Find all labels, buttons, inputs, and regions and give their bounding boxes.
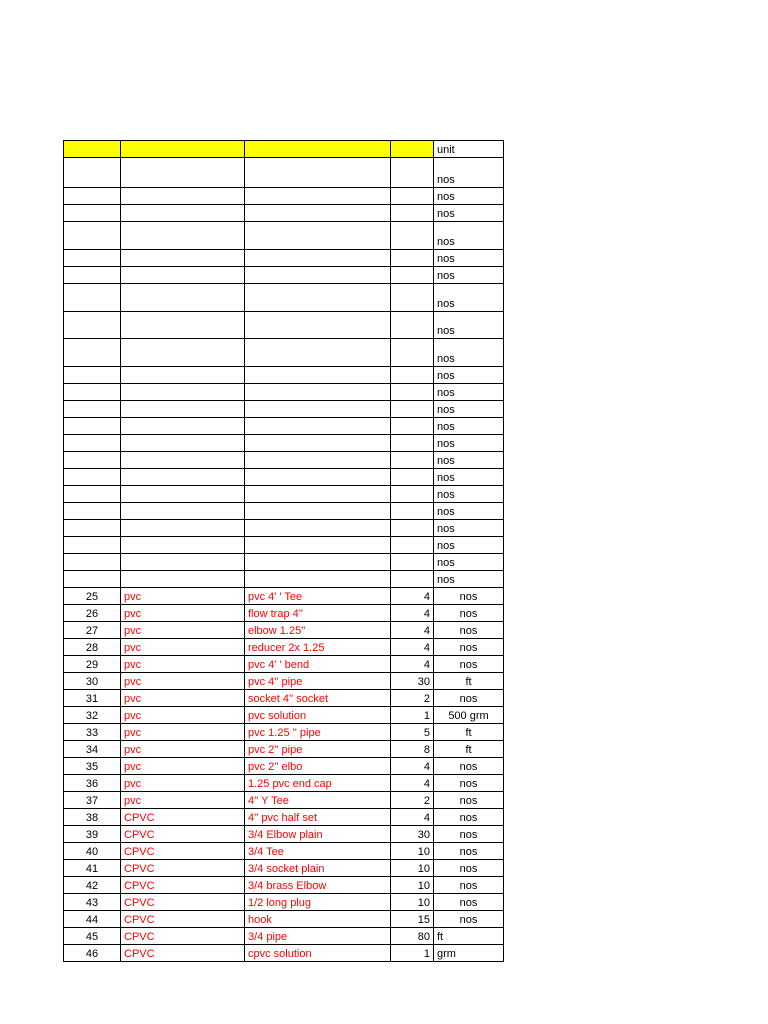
item-description-cell[interactable] — [245, 250, 391, 267]
item-number-cell[interactable] — [64, 367, 121, 384]
unit-cell[interactable]: ft — [434, 741, 504, 758]
header-row — [64, 141, 504, 158]
unit-cell[interactable]: nos — [434, 435, 504, 452]
quantity-cell[interactable]: 30 — [391, 826, 434, 843]
table-row — [64, 339, 504, 367]
item-number-cell[interactable] — [64, 520, 121, 537]
material-type-cell[interactable]: pvc — [121, 724, 245, 741]
item-number-cell[interactable]: 41 — [64, 860, 121, 877]
quantity-cell[interactable]: 4 — [391, 758, 434, 775]
header-cell-type[interactable] — [121, 141, 245, 158]
unit-cell[interactable]: nos — [434, 588, 504, 605]
material-type-cell[interactable] — [121, 469, 245, 486]
item-number-cell[interactable] — [64, 486, 121, 503]
item-description-cell[interactable]: pvc 1.25 '' pipe — [245, 724, 391, 741]
item-number-cell[interactable]: 28 — [64, 639, 121, 656]
item-description-cell[interactable]: elbow 1.25'' — [245, 622, 391, 639]
quantity-cell[interactable] — [391, 222, 434, 250]
table-row — [64, 537, 504, 554]
item-description-cell[interactable]: pvc 4' ' bend — [245, 656, 391, 673]
unit-cell[interactable]: nos — [434, 537, 504, 554]
material-type-cell[interactable]: CPVC — [121, 894, 245, 911]
header-cell-no[interactable] — [64, 141, 121, 158]
quantity-cell[interactable] — [391, 520, 434, 537]
item-description-cell[interactable] — [245, 435, 391, 452]
material-type-cell[interactable]: pvc — [121, 758, 245, 775]
unit-cell[interactable]: nos — [434, 267, 504, 284]
table-row — [64, 911, 504, 928]
table-row — [64, 588, 504, 605]
unit-cell[interactable]: nos — [434, 418, 504, 435]
unit-cell[interactable]: nos — [434, 792, 504, 809]
item-description-cell[interactable] — [245, 486, 391, 503]
table-row — [64, 894, 504, 911]
table-row — [64, 860, 504, 877]
unit-cell[interactable]: grm — [434, 945, 504, 962]
table-row — [64, 554, 504, 571]
material-type-cell[interactable]: pvc — [121, 792, 245, 809]
item-description-cell[interactable]: hook — [245, 911, 391, 928]
quantity-cell[interactable] — [391, 267, 434, 284]
quantity-cell[interactable] — [391, 418, 434, 435]
item-number-cell[interactable] — [64, 267, 121, 284]
header-cell-unit[interactable]: unit — [434, 141, 504, 158]
material-type-cell[interactable] — [121, 205, 245, 222]
quantity-cell[interactable] — [391, 401, 434, 418]
item-number-cell[interactable] — [64, 537, 121, 554]
item-description-cell[interactable]: pvc solution — [245, 707, 391, 724]
header-cell-qty[interactable] — [391, 141, 434, 158]
table-row — [64, 571, 504, 588]
item-number-cell[interactable]: 43 — [64, 894, 121, 911]
quantity-cell[interactable] — [391, 503, 434, 520]
quantity-cell[interactable]: 4 — [391, 588, 434, 605]
item-number-cell[interactable] — [64, 503, 121, 520]
table-row — [64, 928, 504, 945]
material-type-cell[interactable] — [121, 158, 245, 188]
table-row — [64, 622, 504, 639]
item-number-cell[interactable] — [64, 339, 121, 367]
material-type-cell[interactable]: CPVC — [121, 928, 245, 945]
quantity-cell[interactable] — [391, 339, 434, 367]
table-row — [64, 792, 504, 809]
item-description-cell[interactable]: pvc 4' ' Tee — [245, 588, 391, 605]
material-type-cell[interactable]: pvc — [121, 690, 245, 707]
material-type-cell[interactable]: CPVC — [121, 809, 245, 826]
item-number-cell[interactable] — [64, 250, 121, 267]
item-description-cell[interactable] — [245, 267, 391, 284]
material-type-cell[interactable]: CPVC — [121, 911, 245, 928]
unit-cell[interactable]: nos — [434, 639, 504, 656]
item-description-cell[interactable]: 3/4 socket plain — [245, 860, 391, 877]
item-description-cell[interactable]: 1.25 pvc end cap — [245, 775, 391, 792]
table-row — [64, 222, 504, 250]
quantity-cell[interactable]: 2 — [391, 690, 434, 707]
quantity-cell[interactable]: 4 — [391, 775, 434, 792]
item-description-cell[interactable]: cpvc solution — [245, 945, 391, 962]
material-type-cell[interactable] — [121, 284, 245, 312]
item-number-cell[interactable] — [64, 452, 121, 469]
item-description-cell[interactable] — [245, 158, 391, 188]
unit-cell[interactable]: ft — [434, 928, 504, 945]
table-row — [64, 673, 504, 690]
table-row — [64, 945, 504, 962]
material-type-cell[interactable] — [121, 339, 245, 367]
quantity-cell[interactable]: 10 — [391, 877, 434, 894]
item-description-cell[interactable]: 3/4 pipe — [245, 928, 391, 945]
unit-cell[interactable]: nos — [434, 605, 504, 622]
table-row — [64, 267, 504, 284]
table-row — [64, 775, 504, 792]
item-number-cell[interactable] — [64, 469, 121, 486]
material-type-cell[interactable]: pvc — [121, 673, 245, 690]
material-type-cell[interactable]: CPVC — [121, 860, 245, 877]
material-type-cell[interactable] — [121, 537, 245, 554]
unit-cell[interactable]: nos — [434, 284, 504, 312]
material-type-cell[interactable] — [121, 452, 245, 469]
item-description-cell[interactable] — [245, 571, 391, 588]
table-row — [64, 284, 504, 312]
item-number-cell[interactable]: 35 — [64, 758, 121, 775]
unit-cell[interactable]: nos — [434, 809, 504, 826]
quantity-cell[interactable] — [391, 384, 434, 401]
material-type-cell[interactable]: pvc — [121, 622, 245, 639]
item-description-cell[interactable] — [245, 452, 391, 469]
table-row — [64, 469, 504, 486]
item-number-cell[interactable] — [64, 571, 121, 588]
item-description-cell[interactable]: socket 4'' socket — [245, 690, 391, 707]
quantity-cell[interactable]: 10 — [391, 860, 434, 877]
table-row — [64, 435, 504, 452]
item-number-cell[interactable]: 34 — [64, 741, 121, 758]
material-type-cell[interactable]: pvc — [121, 605, 245, 622]
material-type-cell[interactable]: pvc — [121, 775, 245, 792]
quantity-cell[interactable]: 10 — [391, 843, 434, 860]
table-row — [64, 384, 504, 401]
item-number-cell[interactable] — [64, 222, 121, 250]
table-row — [64, 656, 504, 673]
material-type-cell[interactable] — [121, 188, 245, 205]
unit-cell[interactable]: ft — [434, 724, 504, 741]
table-row — [64, 452, 504, 469]
table-row — [64, 877, 504, 894]
unit-cell[interactable]: 500 grm — [434, 707, 504, 724]
unit-cell[interactable]: nos — [434, 205, 504, 222]
table-row — [64, 605, 504, 622]
material-type-cell[interactable]: CPVC — [121, 945, 245, 962]
table-row — [64, 312, 504, 339]
item-description-cell[interactable]: 4'' pvc half set — [245, 809, 391, 826]
quantity-cell[interactable] — [391, 367, 434, 384]
material-type-cell[interactable] — [121, 435, 245, 452]
item-number-cell[interactable]: 32 — [64, 707, 121, 724]
material-type-cell[interactable] — [121, 267, 245, 284]
unit-cell[interactable]: nos — [434, 222, 504, 250]
unit-cell[interactable]: nos — [434, 469, 504, 486]
item-number-cell[interactable]: 31 — [64, 690, 121, 707]
item-number-cell[interactable]: 46 — [64, 945, 121, 962]
header-cell-description[interactable] — [245, 141, 391, 158]
material-table — [63, 140, 504, 962]
unit-cell[interactable]: nos — [434, 188, 504, 205]
item-description-cell[interactable] — [245, 503, 391, 520]
quantity-cell[interactable]: 1 — [391, 707, 434, 724]
material-type-cell[interactable] — [121, 222, 245, 250]
item-description-cell[interactable]: 3/4 Tee — [245, 843, 391, 860]
item-number-cell[interactable] — [64, 554, 121, 571]
material-type-cell[interactable]: pvc — [121, 588, 245, 605]
item-description-cell[interactable] — [245, 339, 391, 367]
item-number-cell[interactable] — [64, 435, 121, 452]
quantity-cell[interactable] — [391, 435, 434, 452]
quantity-cell[interactable] — [391, 312, 434, 339]
table-row — [64, 250, 504, 267]
item-description-cell[interactable]: pvc 2'' elbo — [245, 758, 391, 775]
quantity-cell[interactable] — [391, 571, 434, 588]
table-row — [64, 401, 504, 418]
unit-cell[interactable]: nos — [434, 384, 504, 401]
item-description-cell[interactable] — [245, 401, 391, 418]
unit-cell[interactable]: nos — [434, 775, 504, 792]
item-description-cell[interactable]: 3/4 Elbow plain — [245, 826, 391, 843]
table-row — [64, 503, 504, 520]
item-number-cell[interactable]: 42 — [64, 877, 121, 894]
material-type-cell[interactable]: pvc — [121, 656, 245, 673]
unit-cell[interactable]: nos — [434, 656, 504, 673]
item-number-cell[interactable]: 33 — [64, 724, 121, 741]
quantity-cell[interactable] — [391, 188, 434, 205]
quantity-cell[interactable] — [391, 537, 434, 554]
quantity-cell[interactable]: 10 — [391, 894, 434, 911]
item-number-cell[interactable] — [64, 188, 121, 205]
material-type-cell[interactable] — [121, 520, 245, 537]
item-description-cell[interactable]: reducer 2x 1.25 — [245, 639, 391, 656]
item-number-cell[interactable] — [64, 158, 121, 188]
material-type-cell[interactable]: CPVC — [121, 826, 245, 843]
table-row — [64, 843, 504, 860]
item-number-cell[interactable] — [64, 418, 121, 435]
table-row — [64, 809, 504, 826]
item-number-cell[interactable]: 36 — [64, 775, 121, 792]
item-description-cell[interactable] — [245, 469, 391, 486]
item-number-cell[interactable]: 45 — [64, 928, 121, 945]
unit-cell[interactable]: nos — [434, 250, 504, 267]
material-type-cell[interactable]: pvc — [121, 741, 245, 758]
table-row — [64, 367, 504, 384]
quantity-cell[interactable]: 4 — [391, 809, 434, 826]
table-row — [64, 188, 504, 205]
item-number-cell[interactable]: 25 — [64, 588, 121, 605]
material-type-cell[interactable] — [121, 367, 245, 384]
item-description-cell[interactable] — [245, 537, 391, 554]
item-description-cell[interactable]: pvc 2'' pipe — [245, 741, 391, 758]
item-description-cell[interactable]: 1/2 long plug — [245, 894, 391, 911]
item-number-cell[interactable]: 39 — [64, 826, 121, 843]
unit-cell[interactable]: ft — [434, 673, 504, 690]
table-row — [64, 520, 504, 537]
item-number-cell[interactable]: 38 — [64, 809, 121, 826]
item-description-cell[interactable] — [245, 367, 391, 384]
quantity-cell[interactable] — [391, 205, 434, 222]
item-description-cell[interactable] — [245, 418, 391, 435]
unit-cell[interactable]: nos — [434, 367, 504, 384]
unit-cell[interactable]: nos — [434, 877, 504, 894]
quantity-cell[interactable]: 30 — [391, 673, 434, 690]
material-type-cell[interactable] — [121, 486, 245, 503]
item-description-cell[interactable] — [245, 188, 391, 205]
material-type-cell[interactable] — [121, 384, 245, 401]
quantity-cell[interactable]: 4 — [391, 639, 434, 656]
table-row — [64, 205, 504, 222]
unit-cell[interactable]: nos — [434, 571, 504, 588]
unit-cell[interactable]: nos — [434, 339, 504, 367]
item-description-cell[interactable]: 3/4 brass Elbow — [245, 877, 391, 894]
item-number-cell[interactable]: 37 — [64, 792, 121, 809]
table-row — [64, 741, 504, 758]
item-number-cell[interactable]: 44 — [64, 911, 121, 928]
item-description-cell[interactable]: 4'' Y Tee — [245, 792, 391, 809]
quantity-cell[interactable]: 1 — [391, 945, 434, 962]
item-number-cell[interactable] — [64, 284, 121, 312]
table-row — [64, 707, 504, 724]
item-number-cell[interactable]: 26 — [64, 605, 121, 622]
unit-cell[interactable]: nos — [434, 826, 504, 843]
unit-cell[interactable]: nos — [434, 690, 504, 707]
unit-cell[interactable]: nos — [434, 503, 504, 520]
item-number-cell[interactable] — [64, 401, 121, 418]
material-type-cell[interactable]: pvc — [121, 707, 245, 724]
table-row — [64, 758, 504, 775]
unit-cell[interactable]: nos — [434, 486, 504, 503]
unit-cell[interactable]: nos — [434, 911, 504, 928]
item-number-cell[interactable] — [64, 205, 121, 222]
item-number-cell[interactable]: 40 — [64, 843, 121, 860]
item-number-cell[interactable] — [64, 384, 121, 401]
table-row — [64, 724, 504, 741]
item-number-cell[interactable]: 29 — [64, 656, 121, 673]
quantity-cell[interactable]: 4 — [391, 605, 434, 622]
unit-cell[interactable]: nos — [434, 843, 504, 860]
material-type-cell[interactable] — [121, 312, 245, 339]
unit-cell[interactable]: nos — [434, 894, 504, 911]
material-type-cell[interactable] — [121, 418, 245, 435]
quantity-cell[interactable] — [391, 486, 434, 503]
table-row — [64, 690, 504, 707]
material-type-cell[interactable] — [121, 554, 245, 571]
item-description-cell[interactable] — [245, 554, 391, 571]
table-row — [64, 826, 504, 843]
item-description-cell[interactable] — [245, 520, 391, 537]
unit-cell[interactable]: nos — [434, 312, 504, 339]
item-description-cell[interactable]: flow trap 4'' — [245, 605, 391, 622]
quantity-cell[interactable]: 8 — [391, 741, 434, 758]
quantity-cell[interactable] — [391, 284, 434, 312]
table-row — [64, 418, 504, 435]
material-type-cell[interactable] — [121, 503, 245, 520]
quantity-cell[interactable] — [391, 158, 434, 188]
quantity-cell[interactable] — [391, 469, 434, 486]
material-type-cell[interactable]: CPVC — [121, 843, 245, 860]
table-row — [64, 639, 504, 656]
material-type-cell[interactable] — [121, 250, 245, 267]
quantity-cell[interactable]: 4 — [391, 622, 434, 639]
quantity-cell[interactable] — [391, 554, 434, 571]
unit-cell[interactable]: nos — [434, 520, 504, 537]
item-description-cell[interactable]: pvc 4'' pipe — [245, 673, 391, 690]
material-type-cell[interactable]: CPVC — [121, 877, 245, 894]
quantity-cell[interactable]: 15 — [391, 911, 434, 928]
table-row — [64, 158, 504, 188]
item-description-cell[interactable] — [245, 312, 391, 339]
table-row — [64, 486, 504, 503]
unit-cell[interactable]: nos — [434, 158, 504, 188]
item-number-cell[interactable]: 27 — [64, 622, 121, 639]
item-description-cell[interactable] — [245, 205, 391, 222]
unit-cell[interactable]: nos — [434, 622, 504, 639]
material-type-cell[interactable]: pvc — [121, 639, 245, 656]
material-type-cell[interactable] — [121, 571, 245, 588]
quantity-cell[interactable]: 4 — [391, 656, 434, 673]
item-description-cell[interactable] — [245, 384, 391, 401]
quantity-cell[interactable] — [391, 452, 434, 469]
item-number-cell[interactable]: 30 — [64, 673, 121, 690]
unit-cell[interactable]: nos — [434, 554, 504, 571]
item-number-cell[interactable] — [64, 312, 121, 339]
unit-cell[interactable]: nos — [434, 401, 504, 418]
item-description-cell[interactable] — [245, 222, 391, 250]
quantity-cell[interactable]: 2 — [391, 792, 434, 809]
unit-cell[interactable]: nos — [434, 758, 504, 775]
quantity-cell[interactable] — [391, 250, 434, 267]
item-description-cell[interactable] — [245, 284, 391, 312]
material-type-cell[interactable] — [121, 401, 245, 418]
unit-cell[interactable]: nos — [434, 452, 504, 469]
unit-cell[interactable]: nos — [434, 860, 504, 877]
quantity-cell[interactable]: 80 — [391, 928, 434, 945]
quantity-cell[interactable]: 5 — [391, 724, 434, 741]
